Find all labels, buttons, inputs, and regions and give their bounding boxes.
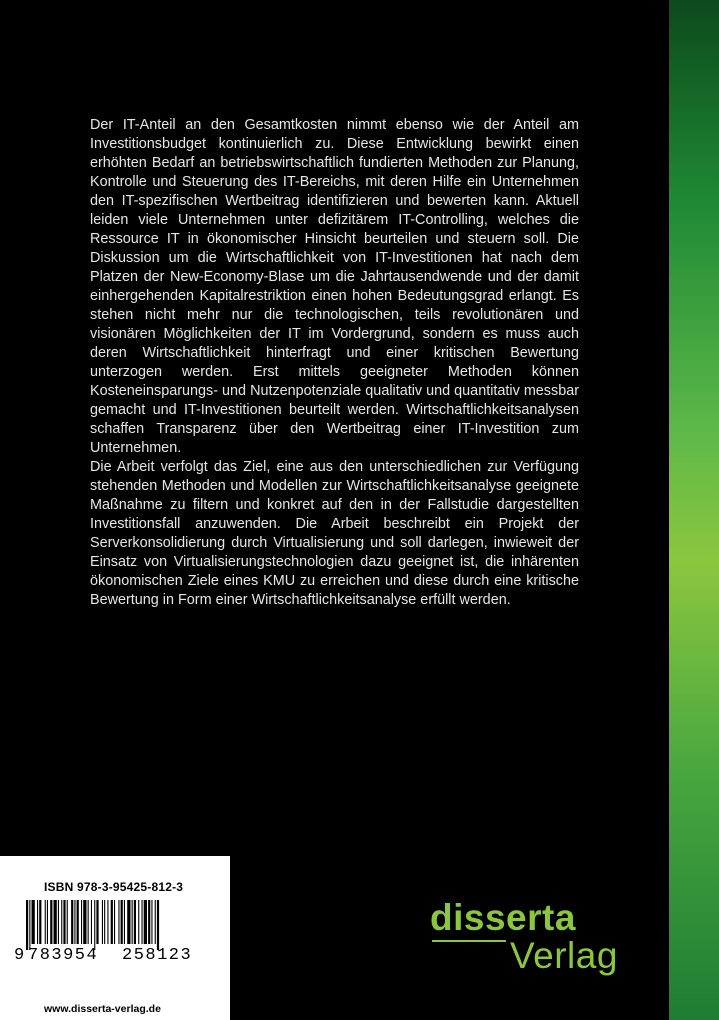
back-cover-blurb [90,116,579,610]
logo-word-disserta: disserta [430,897,576,938]
blurb-paragraph-2: Die Arbeit verfolgt das Ziel, eine aus den unterschiedlichen zur Verfügung stehenden Methoden und Modellen zur Wirtschaftlichkeitsanalyse geeignete Maßnahme zu filtern und konkret auf den in der Fallstudie dargestellten Investitionsfall anzuwenden. Die Arbeit beschreibt ein Projekt der Serverkonsolidierung durch Virtualisierung und soll darlegen, inwieweit der Einsatz von Virtualisierungstechnologien dazu geeignet ist, die inhärenten ökonomischen Ziele eines KMU zu erreichen und diese durch eine kritische Bewertung in Form einer Wirtschaftlichkeitsanalyse erfüllt werden. [90,459,579,608]
blurb-paragraph-1: Der IT-Anteil an den Gesamtkosten nimmt ebenso wie der Anteil am Investitionsbudget kontinuierlich zu. Diese Entwicklung bewirkt einen erhöhten Bedarf an betriebswirtschaftlich fundierten Methoden zur Planung, Kontrolle und Steuerung des IT-Bereichs, mit deren Hilfe ein Unternehmen den IT-spezifischen Wertbeitrag identifizieren und bewerten kann. Aktuell leiden viele Unternehmen unter defizitärem IT-Controlling, welches die Ressource IT in ökonomischer Hinsicht beurteilen und steuern soll. Die Diskussion um die Wirtschaftlichkeit von IT-Investitionen hat nach dem Platzen der New-Economy-Blase um die Jahrtausendwende und der damit einhergehenden Kapitalrestriktion einen hohen Bedeutungsgrad erlangt. Es stehen nicht mehr nur die technologischen, teils revolutionären und visionären Möglichkeiten der IT im Vordergrund, sondern es muss auch deren Wirtschaftlichkeit hinterfragt und einer kritischen Bewertung unterzogen werden. Erst mittels geeigneter Methoden können Kosteneinsparungs- und Nutzenpotenziale qualitativ und quantitativ messbar gemacht und IT-Investitionen beurteilt werden. Wirtschaftlichkeitsanalysen schaffen Transparenz über den Wertbeitrag einer IT-Investition zum Unternehmen. [90,117,579,456]
isbn-label: ISBN 978-3-95425-812-3 [44,880,184,894]
isbn-barcode-box [0,856,230,1020]
barcode-digits [14,946,219,965]
barcode-digits-group-2: 258123 [122,946,193,965]
publisher-logo [430,898,650,988]
logo-word-verlag: Verlag [510,935,618,976]
green-side-band [669,0,719,1020]
barcode-digit-first: 9 [14,946,26,965]
barcode-digits-group-1: 783954 [28,946,99,965]
logo-rule [432,940,506,942]
publisher-website: www.disserta-verlag.de [44,1003,161,1015]
